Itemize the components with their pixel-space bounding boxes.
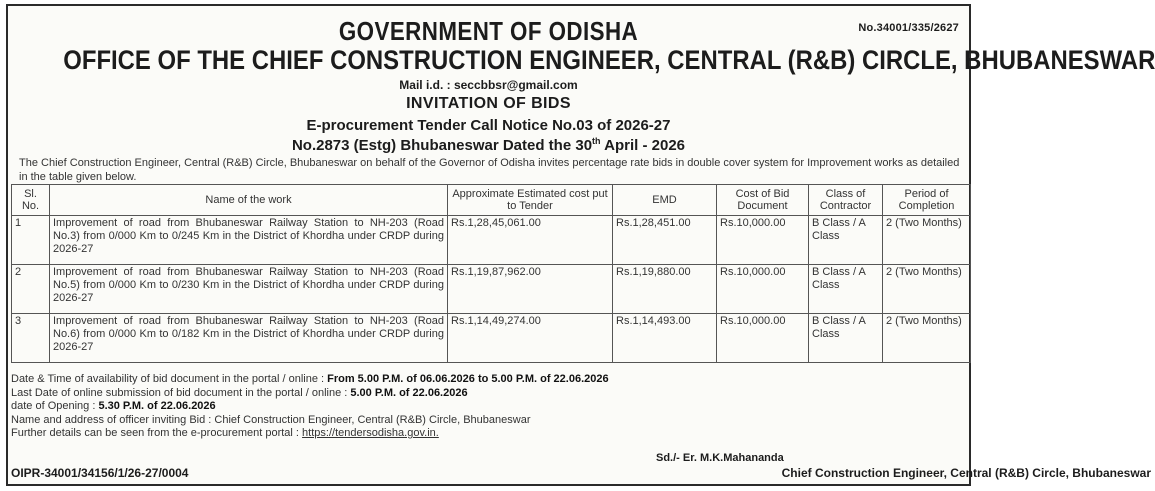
- bid-details: [11, 373, 1149, 441]
- table-row: [12, 314, 971, 363]
- availability-label: Date & Time of availability of bid document in the portal / online :: [11, 373, 328, 385]
- estg-date: April - 2026: [600, 137, 686, 154]
- portal-label: Further details can be seen from the e-procurement portal :: [11, 427, 303, 439]
- cell-period: 2 (Two Months): [883, 265, 971, 314]
- opening-label: date of Opening :: [11, 400, 99, 412]
- oipr-number: OIPR-34001/34156/1/26-27/0004: [11, 466, 189, 480]
- mail-id: Mail i.d. : seccbbsr@gmail.com: [399, 78, 578, 92]
- cell-work-name: Improvement of road from Bhubaneswar Railway Station to NH-203 (Road No.3) from 0/000 Km to 0/245 Km in the District of Khordha under CRDP during 2026-27: [50, 216, 448, 265]
- col-header-emd: EMD: [613, 185, 717, 216]
- col-header-cost: Approximate Estimated cost put to Tender: [448, 185, 613, 216]
- availability-line: [11, 373, 1149, 387]
- table-row: [12, 265, 971, 314]
- cell-bid-cost: Rs.10,000.00: [717, 216, 809, 265]
- officer-line: Name and address of officer inviting Bid : Chief Construction Engineer, Central (R&B) Circle, Bhubaneswar: [11, 413, 531, 426]
- reference-number: No.34001/335/2627: [858, 22, 959, 34]
- cell-sl: 1: [12, 216, 50, 265]
- table-header-row: [12, 185, 971, 216]
- col-header-name: Name of the work: [50, 185, 448, 216]
- estg-text: No.2873 (Estg) Bhubaneswar Dated the 30: [291, 137, 593, 154]
- cell-period: 2 (Two Months): [883, 314, 971, 363]
- cell-work-name: Improvement of road from Bhubaneswar Railway Station to NH-203 (Road No.5) from 0/000 Km to 0/230 Km in the District of Khordha under CRDP during 2026-27: [50, 265, 448, 314]
- portal-link[interactable]: https://tendersodisha.gov.in.: [302, 427, 439, 439]
- opening-line: [11, 400, 1149, 414]
- cell-class: B Class / A Class: [809, 216, 883, 265]
- estg-line: [8, 136, 969, 154]
- last-date-line: [11, 387, 1149, 401]
- cell-cost: Rs.1,28,45,061.00: [448, 216, 613, 265]
- col-header-period: Period of Completion: [883, 185, 971, 216]
- signature-designation: Chief Construction Engineer, Central (R&B) Circle, Bhubaneswar: [781, 466, 1151, 480]
- estg-superscript: th: [592, 136, 601, 146]
- works-table: [11, 184, 971, 363]
- signature-name: Sd./- Er. M.K.Mahananda: [656, 452, 784, 464]
- last-date-label: Last Date of online submission of bid document in the portal / online :: [11, 386, 351, 399]
- col-header-class: Class of Contractor: [809, 185, 883, 216]
- opening-value: 5.30 P.M. of 22.06.2026: [98, 400, 216, 412]
- cell-emd: Rs.1,14,493.00: [613, 314, 717, 363]
- invitation-title: INVITATION OF BIDS: [406, 95, 571, 112]
- cell-bid-cost: Rs.10,000.00: [717, 314, 809, 363]
- cell-cost: Rs.1,14,49,274.00: [448, 314, 613, 363]
- col-header-sl: Sl. No.: [12, 185, 50, 216]
- portal-line: [11, 427, 1149, 441]
- intro-paragraph: The Chief Construction Engineer, Central (R&B) Circle, Bhubaneswar on behalf of the Governor of Odisha invites percentage rate bids in double cover system for Improvement works as detailed in the table given below.: [19, 157, 960, 183]
- cell-emd: Rs.1,28,451.00: [613, 216, 717, 265]
- cell-emd: Rs.1,19,880.00: [613, 265, 717, 314]
- cell-period: 2 (Two Months): [883, 216, 971, 265]
- government-heading: GOVERNMENT OF ODISHA: [338, 16, 639, 46]
- tender-call-notice: E-procurement Tender Call Notice No.03 of 2026-27: [306, 117, 671, 134]
- availability-value: From 5.00 P.M. of 06.06.2026 to 5.00 P.M. of 22.06.2026: [327, 373, 609, 385]
- cell-sl: 3: [12, 314, 50, 363]
- col-header-bid-cost: Cost of Bid Document: [717, 185, 809, 216]
- cell-class: B Class / A Class: [809, 265, 883, 314]
- last-date-value: 5.00 P.M. of 22.06.2026: [350, 386, 468, 399]
- cell-bid-cost: Rs.10,000.00: [717, 265, 809, 314]
- cell-sl: 2: [12, 265, 50, 314]
- cell-class: B Class / A Class: [809, 314, 883, 363]
- cell-cost: Rs.1,19,87,962.00: [448, 265, 613, 314]
- table-row: [12, 216, 971, 265]
- cell-work-name: Improvement of road from Bhubaneswar Railway Station to NH-203 (Road No.6) from 0/000 Km to 0/182 Km in the District of Khordha under CRDP during 2026-27: [50, 314, 448, 363]
- office-heading: OFFICE OF THE CHIEF CONSTRUCTION ENGINEER, CENTRAL (R&B) CIRCLE, BHUBANESWAR: [63, 45, 1155, 75]
